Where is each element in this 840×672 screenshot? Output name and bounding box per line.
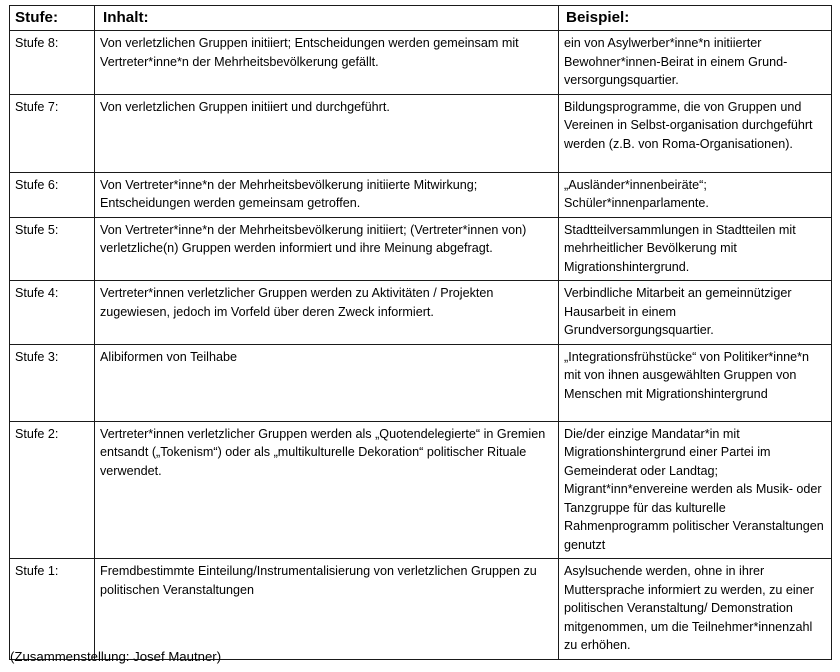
cell-beispiel: „Integrationsfrühstücke“ von Politiker*inne*n mit von ihnen ausgewählten Gruppen von Menschen mit Migrationshintergrund: [559, 344, 832, 421]
table-body: [10, 31, 832, 660]
cell-inhalt: Vertreter*innen verletzlicher Gruppen werden als „Quotendelegierte“ in Gremien entsandt („Tokenism“) oder als „multikulturelle Dekoration“ politischer Rituale verwendet.: [95, 421, 559, 559]
table-row: [10, 172, 832, 217]
cell-beispiel: Asylsuchende werden, ohne in ihrer Muttersprache informiert zu werden, zu einer politischen Veranstaltung/ Demonstration mitgenommen, um die Teilnehmer*innenzahl zu erhöhen.: [559, 559, 832, 660]
cell-beispiel: Die/der einzige Mandatar*in mit Migrationshintergrund einer Partei im Gemeinderat oder Landtag; Migrant*inn*envereine werden als Musik- oder Tanzgruppe für das kulturelle Rahmenprogramm politischer Veranstaltungen genutzt: [559, 421, 832, 559]
cell-inhalt: Von verletzlichen Gruppen initiiert und durchgeführt.: [95, 94, 559, 172]
cell-inhalt: Von Vertreter*inne*n der Mehrheitsbevölkerung initiiert; (Vertreter*innen von) verletzliche(n) Gruppen werden informiert und ihre Meinung abgefragt.: [95, 217, 559, 281]
cell-inhalt: Vertreter*innen verletzlicher Gruppen werden zu Aktivitäten / Projekten zugewiesen, jedoch im Vorfeld über deren Zweck informiert.: [95, 281, 559, 345]
cell-inhalt: Fremdbestimmte Einteilung/Instrumentalisierung von verletzlichen Gruppen zu politischen Veranstaltungen: [95, 559, 559, 660]
cell-stufe: Stufe 5:: [10, 217, 95, 281]
column-header-stufe: Stufe:: [10, 6, 95, 31]
cell-stufe: Stufe 1:: [10, 559, 95, 660]
table-row: [10, 281, 832, 345]
cell-stufe: Stufe 7:: [10, 94, 95, 172]
table-row: [10, 344, 832, 421]
column-header-beispiel: Beispiel:: [559, 6, 832, 31]
table-header: [10, 6, 832, 31]
cell-stufe: Stufe 3:: [10, 344, 95, 421]
cell-stufe: Stufe 6:: [10, 172, 95, 217]
column-header-inhalt: Inhalt:: [95, 6, 559, 31]
cell-beispiel: Bildungsprogramme, die von Gruppen und Vereinen in Selbst-organisation durchgeführt werden (z.B. von Roma-Organisationen).: [559, 94, 832, 172]
cell-inhalt: Von verletzlichen Gruppen initiiert; Entscheidungen werden gemeinsam mit Vertreter*inne*n der Mehrheitsbevölkerung gefällt.: [95, 31, 559, 95]
cell-stufe: Stufe 8:: [10, 31, 95, 95]
cell-beispiel: „Ausländer*innenbeiräte“; Schüler*innenparlamente.: [559, 172, 832, 217]
cell-stufe: Stufe 4:: [10, 281, 95, 345]
cell-beispiel: Stadtteilversammlungen in Stadtteilen mit mehrheitlicher Bevölkerung mit Migrationshintergrund.: [559, 217, 832, 281]
table-header-row: [10, 6, 832, 31]
cell-inhalt: Alibiformen von Teilhabe: [95, 344, 559, 421]
table-row: [10, 217, 832, 281]
cell-beispiel: Verbindliche Mitarbeit an gemeinnütziger Hausarbeit in einem Grundversorgungsquartier.: [559, 281, 832, 345]
table-row: [10, 31, 832, 95]
cell-beispiel: ein von Asylwerber*inne*n initiierter Bewohner*innen-Beirat in einem Grund-versorgungsquartier.: [559, 31, 832, 95]
cell-stufe: Stufe 2:: [10, 421, 95, 559]
table-caption: (Zusammenstellung: Josef Mautner): [10, 649, 222, 664]
table-row: [10, 94, 832, 172]
participation-ladder-table: [9, 5, 832, 660]
table-row: [10, 421, 832, 559]
table-row: [10, 559, 832, 660]
cell-inhalt: Von Vertreter*inne*n der Mehrheitsbevölkerung initiierte Mitwirkung; Entscheidungen werden gemeinsam getroffen.: [95, 172, 559, 217]
